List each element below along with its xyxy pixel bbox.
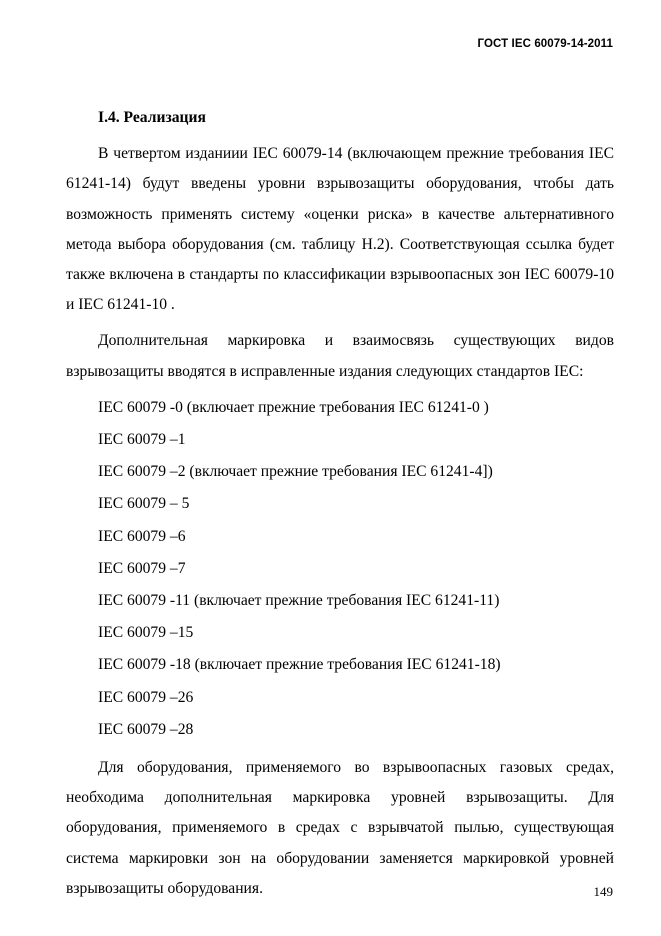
page-number: 149 [593,884,613,899]
standard-item: IEC 60079 –2 (включает прежние требования IEC 61241-4]) [98,463,493,481]
document-body [66,103,614,904]
standard-item: IEC 60079 –15 [98,624,194,642]
standard-item: IEC 60079 –6 [98,527,186,545]
standard-item: IEC 60079 –1 [98,431,186,449]
standard-item: IEC 60079 -0 (включает прежние требования IEC 61241-0 ) [98,398,489,416]
standard-item: IEC 60079 –7 [98,559,186,577]
paragraph-implementation: В четвертом изданиии IEC 60079-14 (включающем прежние требования IEC 61241-14) будут введены уровни взрывозащиты оборудования, чтобы дать возможность применять систему «оценки риска» в качестве альтернативного метода выбора оборудования (см. таблицу Н.2). Соответствующая ссылка будет также включена в стандарты по классификации взрывоопасных зон IEC 60079-10 и IEC 61241-10 . [66,145,614,314]
standard-item: IEC 60079 -11 (включает прежние требования IEC 61241-11) [98,592,500,610]
standard-item: IEC 60079 – 5 [98,495,190,513]
section-heading: I.4. Реализация [98,109,206,126]
standards-list [66,393,614,745]
standard-item: IEC 60079 –28 [98,720,194,738]
paragraph-equipment-marking: Для оборудования, применяемого во взрывоопасных газовых средах, необходима дополнительная маркировка уровней взрывозащиты. Для оборудования, применяемого в средах с взрывчатой пылью, существующая система маркировки зон на оборудовании заменяется маркировкой уровней взрывозащиты оборудования. [66,759,614,897]
standard-item: IEC 60079 –26 [98,688,194,706]
standard-item: IEC 60079 -18 (включает прежние требования IEC 61241-18) [98,656,501,674]
document-code-header: ГОСТ IEC 60079-14-2011 [477,38,613,50]
paragraph-additional-marking: Дополнительная маркировка и взаимосвязь существующих видов взрывозащиты вводятся в исправленные издания следующих стандартов IEC: [66,332,614,380]
